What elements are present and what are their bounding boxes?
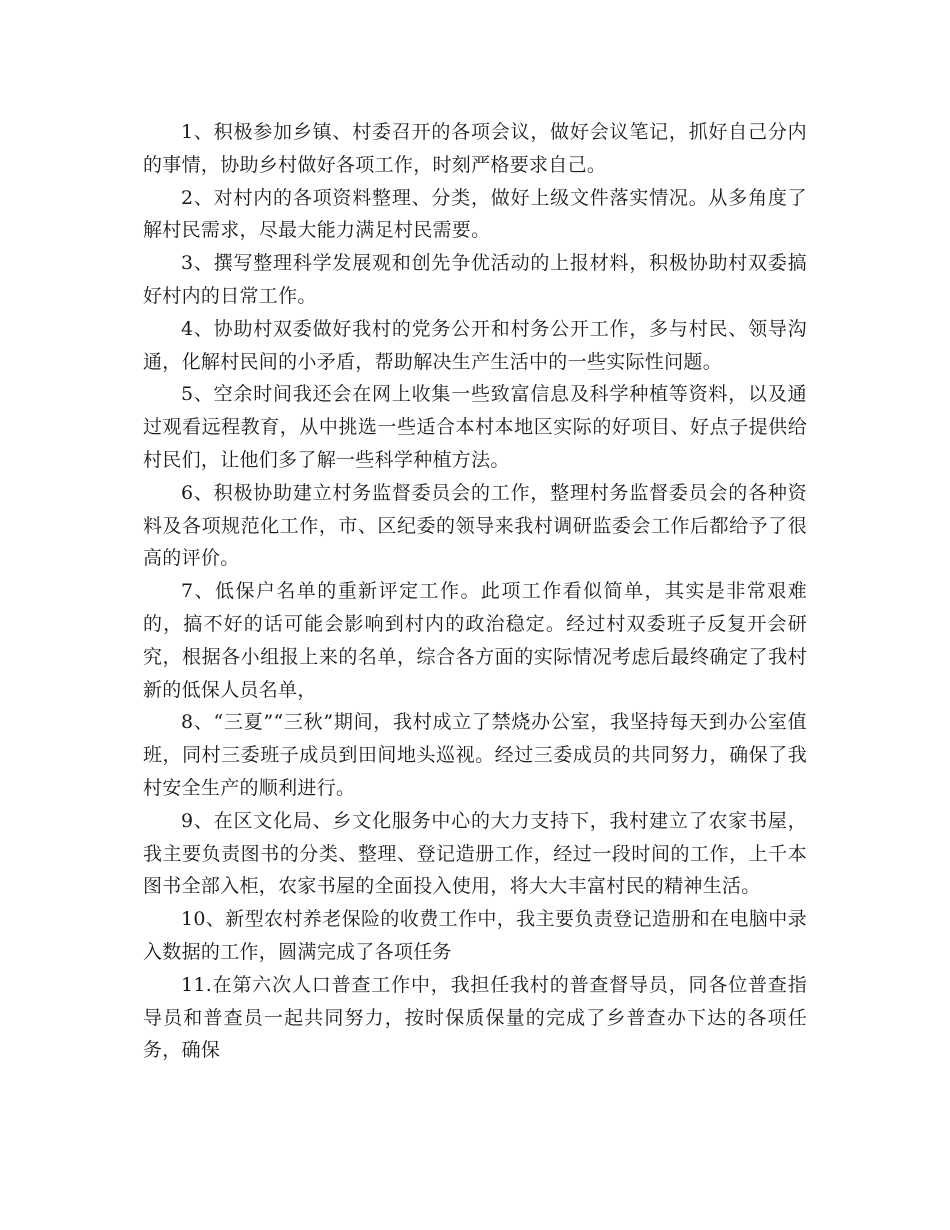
- paragraph-4: 4、协助村双委做好我村的党务公开和村务公开工作，多与村民、领导沟通，化解村民间的小矛盾，帮助解决生产生活中的一些实际性问题。: [143, 317, 807, 373]
- paragraph-9: 9、在区文化局、乡文化服务中心的大力支持下，我村建立了农家书屋，我主要负责图书的分类、整理、登记造册工作，经过一段时间的工作，上千本图书全部入柜，农家书屋的全面投入使用，将大大丰富村民的精神生活。: [143, 809, 807, 898]
- paragraph-3: 3、撰写整理科学发展观和创先争优活动的上报材料，积极协助村双委搞好村内的日常工作。: [143, 252, 807, 307]
- paragraph-10: 10、新型农村养老保险的收费工作中，我主要负责登记造册和在电脑中录入数据的工作，圆满完成了各项任务: [143, 908, 807, 963]
- paragraph-7: 7、低保户名单的重新评定工作。此项工作看似简单，其实是非常艰难的，搞不好的话可能会影响到村内的政治稳定。经过村双委班子反复开会研究，根据各小组报上来的名单，综合各方面的实际情况考虑后最终确定了我村新的低保人员名单，: [143, 580, 807, 701]
- document-body: [143, 116, 807, 1067]
- paragraph-11: 11.在第六次人口普查工作中，我担任我村的普查督导员，同各位普查指导员和普查员一起共同努力，按时保质保量的完成了乡普查办下达的各项任务，确保: [143, 973, 807, 1062]
- paragraph-2: 2、对村内的各项资料整理、分类，做好上级文件落实情况。从多角度了解村民需求，尽最大能力满足村民需要。: [143, 186, 807, 242]
- paragraph-8: 8、“三夏”“三秋”期间，我村成立了禁烧办公室，我坚持每天到办公室值班，同村三委班子成员到田间地头巡视。经过三委成员的共同努力，确保了我村安全生产的顺利进行。: [143, 711, 807, 799]
- paragraph-6: 6、积极协助建立村务监督委员会的工作，整理村务监督委员会的各种资料及各项规范化工作，市、区纪委的领导来我村调研监委会工作后都给予了很高的评价。: [143, 481, 807, 570]
- paragraph-1: 1、积极参加乡镇、村委召开的各项会议，做好会议笔记，抓好自己分内的事情，协助乡村做好各项工作，时刻严格要求自己。: [143, 121, 807, 176]
- paragraph-5: 5、空余时间我还会在网上收集一些致富信息及科学种植等资料，以及通过观看远程教育，从中挑选一些适合本村本地区实际的好项目、好点子提供给村民们，让他们多了解一些科学种植方法。: [143, 383, 807, 471]
